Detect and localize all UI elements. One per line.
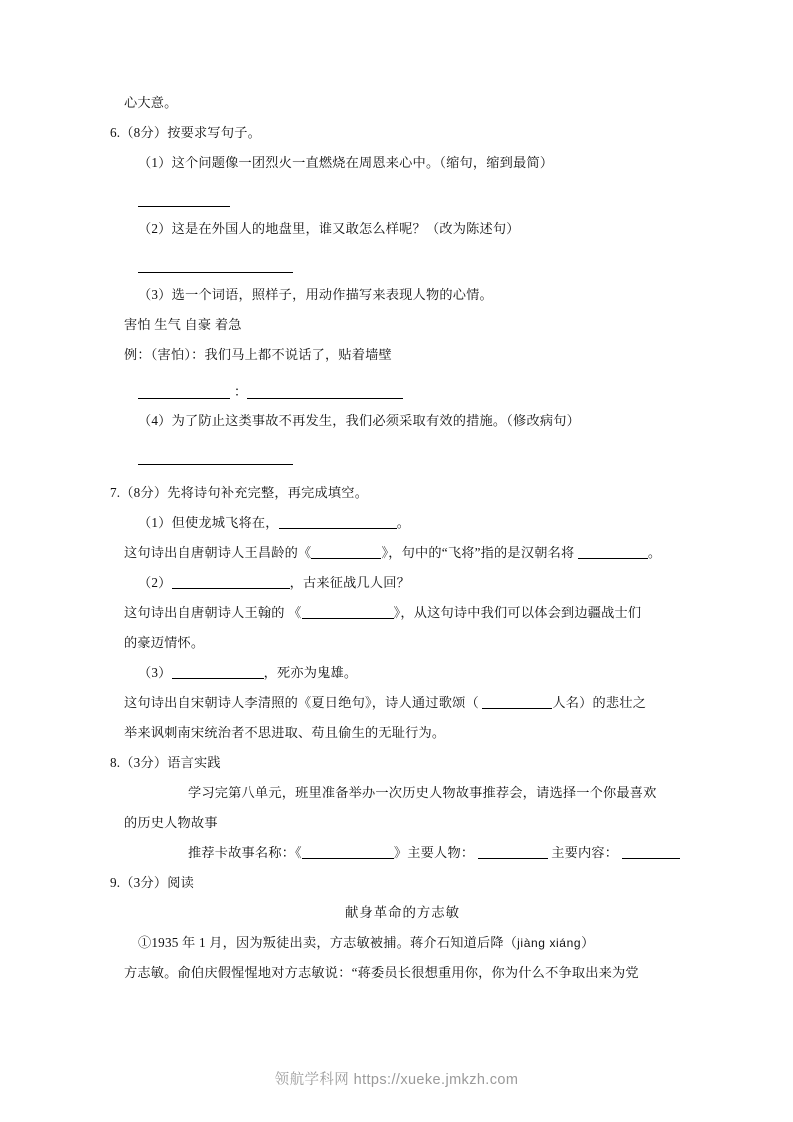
card-blank-story-name[interactable]	[302, 845, 394, 859]
question-9-prompt: 阅读	[167, 875, 195, 890]
question-7-item-1	[110, 508, 695, 538]
question-6-number: 6.	[110, 125, 121, 140]
exam-content	[110, 88, 695, 988]
question-6-points: （8分）	[120, 125, 168, 140]
question-8-prompt: 语言实践	[167, 755, 221, 770]
answer-row-6-4	[110, 442, 695, 472]
item-text: 为了防止这类事故不再发生，我们必须采取有效的措施。（修改病句）	[171, 413, 580, 428]
item-text-after: ，古来征战几人回？	[289, 575, 411, 590]
answer-blank-6-1[interactable]	[138, 206, 230, 207]
passage-title: 献身革命的方志敏	[344, 905, 461, 920]
card-label-story-name: 推荐卡故事名称：《	[188, 845, 302, 860]
question-7-explain-3-cont: 举来讽刺南宋统治者不思进取、苟且偷生的无耻行为。	[124, 725, 446, 740]
item-text-before: 但使龙城飞将在，	[171, 515, 279, 530]
question-6-item-3	[110, 280, 695, 310]
poem-title-blank-7-1[interactable]	[311, 545, 381, 559]
card-label-main-character: 》主要人物：	[393, 845, 475, 860]
item-label: （4）	[138, 413, 172, 428]
answer-row-6-3	[110, 376, 695, 406]
question-7-explain-2-cont: 的豪迈情怀。	[124, 635, 205, 650]
pinyin-annotation: jiàng xiáng	[517, 936, 582, 950]
paragraph-text-part-2: ）	[581, 935, 595, 950]
explain-part-2: 》，从这句诗中我们可以体会到边疆战士们	[393, 605, 642, 620]
poem-blank-7-1[interactable]	[279, 515, 397, 529]
poem-title-blank-7-2[interactable]	[302, 605, 394, 619]
question-9-points: （3分）	[120, 875, 168, 890]
passage-paragraph-1	[110, 928, 695, 958]
card-blank-main-content[interactable]	[622, 845, 680, 859]
question-7-item-3	[110, 658, 695, 688]
answer-blank-6-2[interactable]	[138, 272, 293, 273]
question-7-explain-1	[110, 538, 695, 568]
explain-part-2: 人名）的悲壮之	[552, 695, 647, 710]
question-7-item-2	[110, 568, 695, 598]
poem-blank-7-3[interactable]	[172, 665, 264, 679]
passage-paragraph-1-cont: 方志敏。俞伯庆假惺惺地对方志敏说：“蒋委员长很想重用你，你为什么不争取出来为党	[124, 965, 639, 980]
item-text: 选一个词语，照样子，用动作描写来表现人物的心情。	[171, 287, 493, 302]
answer-blank-6-3-word[interactable]	[138, 398, 230, 399]
item-label: （2）	[138, 575, 172, 590]
explain-part-1: 这句诗出自宋朝诗人李清照的《夏日绝句》，诗人通过歌颂（	[124, 695, 479, 710]
question-8-body-line-2: 的历史人物故事	[124, 815, 218, 830]
question-7-explain-2	[110, 598, 695, 628]
item-label: （1）	[138, 155, 172, 170]
item-label: （3）	[138, 665, 172, 680]
item-text-after: 。	[396, 515, 411, 530]
item-text: 这个问题像一团烈火一直燃烧在周恩来心中。（缩句，缩到最简）	[171, 155, 554, 170]
question-8-heading	[110, 748, 695, 778]
item-label: （1）	[138, 515, 172, 530]
item-label: （2）	[138, 221, 172, 236]
question-6-prompt: 按要求写句子。	[167, 125, 261, 140]
item-label: （3）	[138, 287, 172, 302]
answer-row-6-1	[110, 184, 695, 214]
question-8-body-line-1: 学习完第八单元，班里准备举办一次历史人物故事推荐会，请选择一个你最喜欢	[188, 785, 657, 800]
question-6-item-4	[110, 406, 695, 436]
explain-part-3: 。	[647, 545, 662, 560]
site-watermark: 领航学科网 https://xueke.jmkzh.com	[274, 1072, 519, 1088]
question-8-number: 8.	[110, 755, 121, 770]
question-6-item-2	[110, 214, 695, 244]
general-name-blank-7-1[interactable]	[578, 545, 648, 559]
card-label-main-content: 主要内容：	[551, 845, 619, 860]
question-7-explain-3	[110, 688, 695, 718]
question-6-example: 例：（害怕）：我们马上都不说话了，贴着墙壁	[124, 347, 392, 362]
question-7-prompt: 先将诗句补充完整，再完成填空。	[167, 485, 369, 500]
question-6-item-1	[110, 148, 695, 178]
question-9-number: 9.	[110, 875, 121, 890]
question-7-heading	[110, 478, 695, 508]
item-text-after: ，死亦为鬼雄。	[263, 665, 358, 680]
poem-blank-7-2[interactable]	[172, 575, 290, 589]
question-9-heading	[110, 868, 695, 898]
question-6-word-bank: 害怕 生气 自豪 着急	[124, 317, 242, 332]
answer-blank-6-4[interactable]	[138, 464, 293, 465]
question-7-number: 7.	[110, 485, 121, 500]
question-6-heading	[110, 118, 695, 148]
explain-part-2: 》，句中的“飞将”指的是汉朝名将	[381, 545, 575, 560]
answer-row-6-2	[110, 250, 695, 280]
paragraph-marker: ①	[138, 935, 152, 950]
carryover-text: 心大意。	[124, 95, 178, 110]
item-text: 这是在外国人的地盘里，谁又敢怎么样呢？（改为陈述句）	[171, 221, 520, 236]
person-name-blank-7-3[interactable]	[482, 695, 552, 709]
colon-separator: ：	[234, 384, 248, 399]
explain-part-1: 这句诗出自唐朝诗人王翰的 《	[124, 605, 302, 620]
explain-part-1: 这句诗出自唐朝诗人王昌龄的《	[124, 545, 312, 560]
question-8-points: （3分）	[120, 755, 168, 770]
card-blank-main-character[interactable]	[478, 845, 548, 859]
question-7-points: （8分）	[120, 485, 168, 500]
recommendation-card-row	[110, 838, 695, 868]
paragraph-text-part-1: 1935 年 1 月，因为叛徒出卖，方志敏被捕。蒋介石知道后降（	[151, 935, 518, 950]
answer-blank-6-3-sentence[interactable]	[247, 398, 403, 399]
